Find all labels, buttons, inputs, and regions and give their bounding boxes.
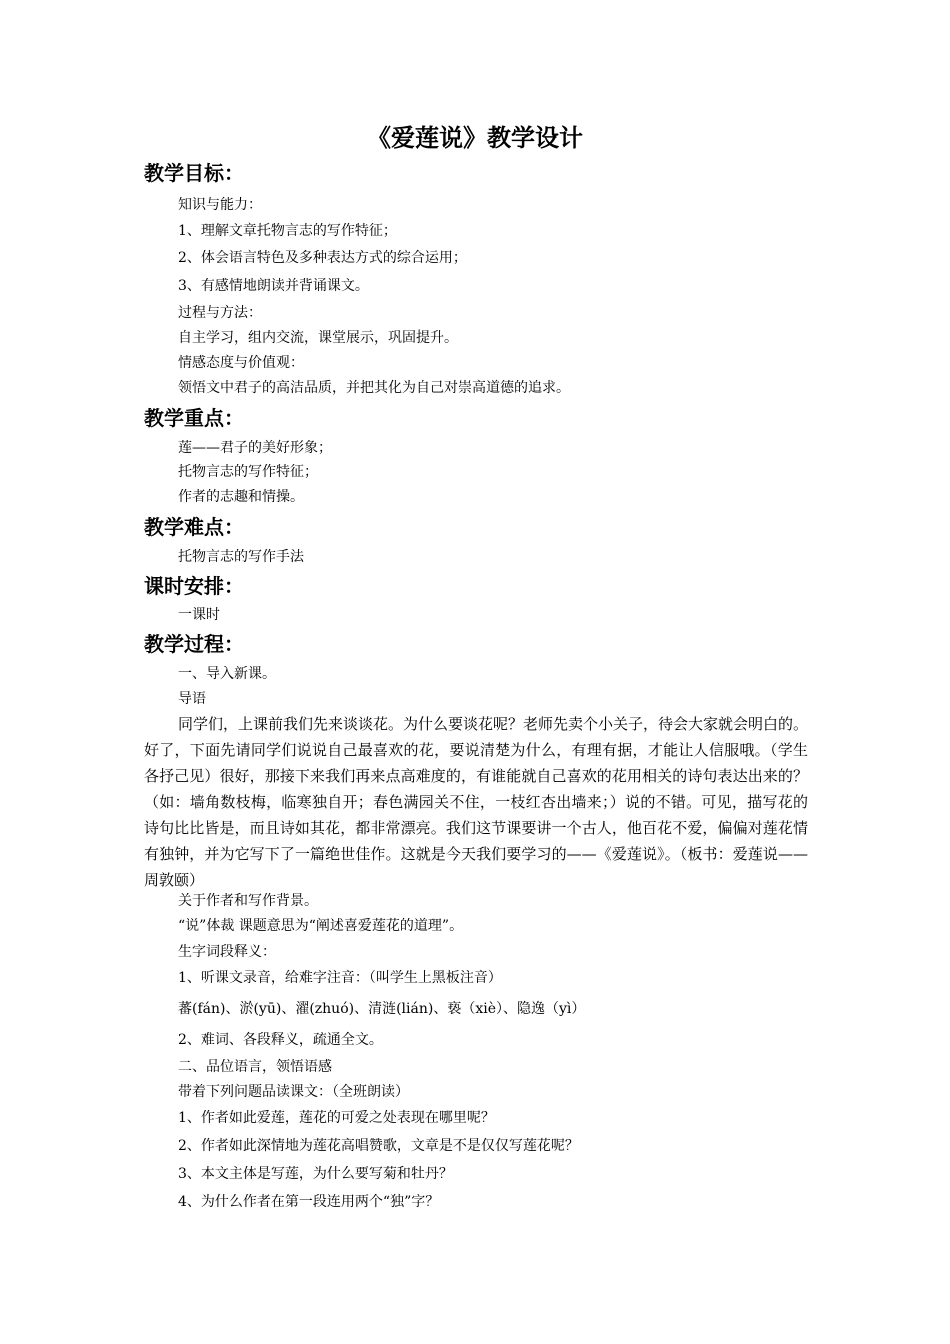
process-line: 二、品位语言，领悟语感 (178, 1059, 332, 1075)
process-line: 2、难词、各段释义，疏通全文。 (178, 1032, 383, 1048)
goals-line: 领悟文中君子的高洁品质，并把其化为自己对崇高道德的追求。 (178, 380, 570, 396)
schedule-line: 一课时 (178, 607, 220, 623)
question-line: 2、作者如此深情地为莲花高唱赞歌，文章是不是仅仅写莲花呢？ (178, 1138, 579, 1154)
difficulties-line: 托物言志的写作手法 (178, 549, 304, 565)
page-title: 《爱莲说》教学设计 (367, 124, 583, 152)
process-line: 生字词段释义： (178, 944, 276, 960)
goals-line: 2、体会语言特色及多种表达方式的综合运用； (178, 250, 467, 266)
process-line: 导语 (178, 691, 206, 707)
question-line: 3、本文主体是写莲，为什么要写菊和牡丹？ (178, 1166, 453, 1182)
key-points-line: 托物言志的写作特征； (178, 464, 318, 480)
section-heading-goals: 教学目标： (144, 161, 244, 185)
key-points-line: 作者的志趣和情操。 (178, 489, 304, 505)
section-heading-process: 教学过程： (144, 632, 244, 656)
goals-line: 1、理解文章托物言志的写作特征； (178, 223, 397, 239)
section-heading-difficulties: 教学难点： (144, 515, 244, 539)
process-line: 一、导入新课。 (178, 666, 276, 682)
goals-line: 自主学习，组内交流，课堂展示，巩固提升。 (178, 330, 458, 346)
section-heading-key-points: 教学重点： (144, 406, 244, 430)
section-heading-schedule: 课时安排： (144, 574, 244, 598)
question-line: 4、为什么作者在第一段连用两个“独”字？ (178, 1194, 440, 1210)
goals-line: 3、有感情地朗读并背诵课文。 (178, 278, 369, 294)
process-line: “说”体裁 课题意思为“阐述喜爱莲花的道理”。 (178, 918, 464, 934)
process-line: 关于作者和写作背景。 (178, 893, 318, 909)
intro-paragraph: 同学们，上课前我们先来谈谈花。为什么要谈花呢？老师先卖个小关子，待会大家就会明白的。好了，下面先请同学们说说自己最喜欢的花，要说清楚为什么，有理有据，才能让人信服哦。（学生各抒己见）很好，那接下来我们再来点高难度的，有谁能就自己喜欢的花用相关的诗句表达出来的？（如：墙角数枝梅，临寒独自开；春色满园关不住，一枝红杏出墙来；）说的不错。可见，描写花的诗句比比皆是，而且诗如其花，都非常漂亮。我们这节课要讲一个古人，他百花不爱，偏偏对莲花情有独钟，并为它写下了一篇绝世佳作。这就是今天我们要学习的——《爱莲说》。（板书：爱莲说——周敦颐） (144, 715, 809, 889)
goals-line: 情感态度与价值观： (178, 355, 304, 371)
process-line: 带着下列问题品读课文：（全班朗读） (178, 1084, 409, 1100)
key-points-line: 莲——君子的美好形象； (178, 440, 332, 456)
pinyin-line: 蕃(fán)、淤(yū)、濯(zhuó)、清涟(lián)、亵（xiè）、隐逸（yì） (178, 1001, 586, 1017)
goals-line: 知识与能力： (178, 197, 262, 213)
question-line: 1、作者如此爱莲，莲花的可爱之处表现在哪里呢？ (178, 1110, 495, 1126)
goals-line: 过程与方法： (178, 305, 262, 321)
process-line: 1、听课文录音，给难字注音：（叫学生上黑板注音） (178, 970, 502, 986)
